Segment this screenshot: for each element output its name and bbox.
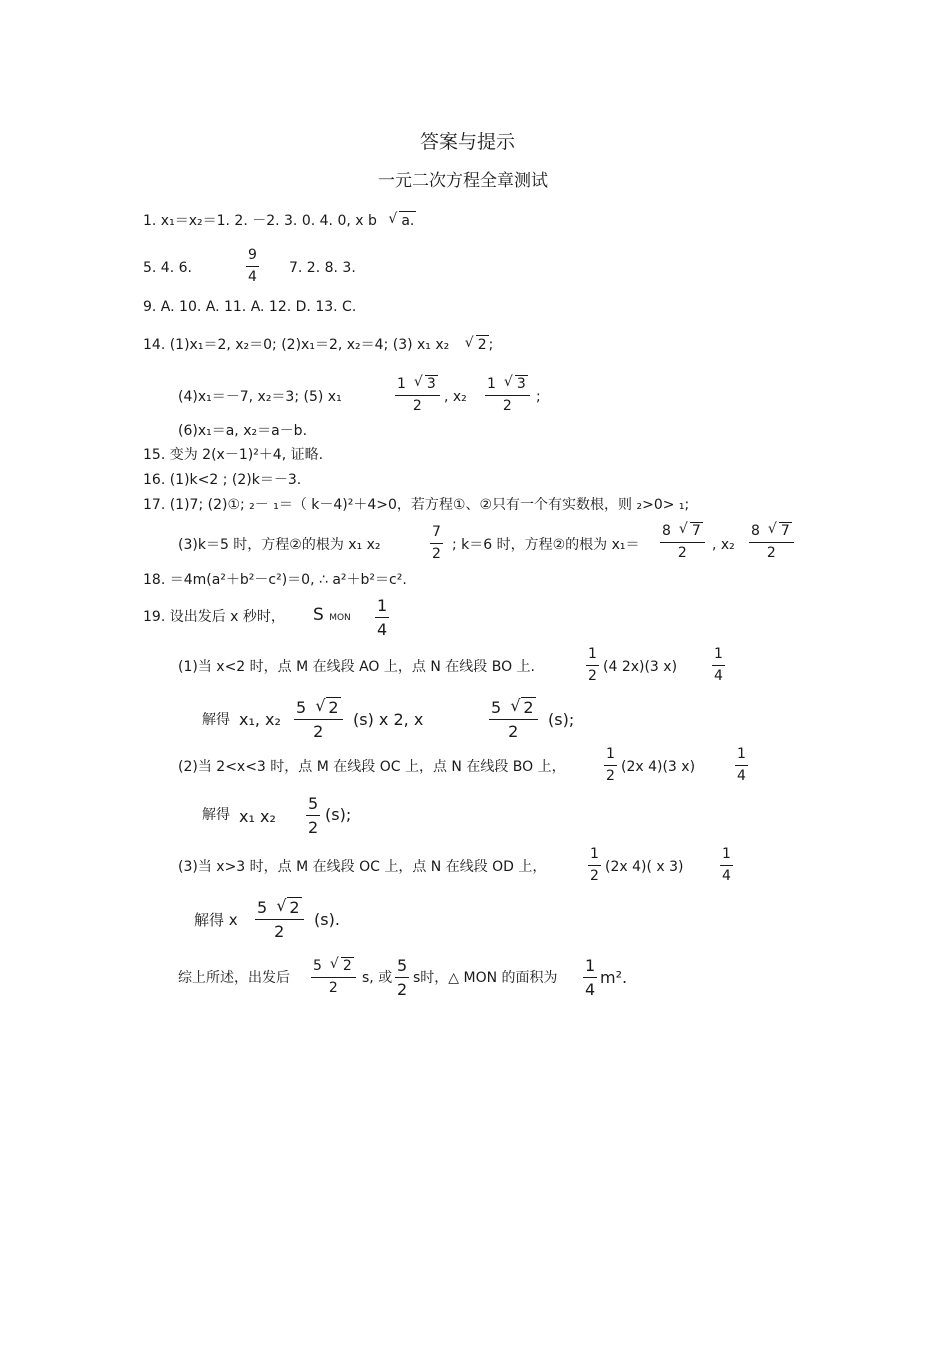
fraction-5-2-b: 5 2 <box>397 956 408 999</box>
area-symbol: S MON <box>313 605 351 625</box>
fraction-half-2: 1 2 <box>606 746 615 784</box>
answer-19-1-c: (s) x 2, x <box>353 710 424 729</box>
answer-19-2-vars: x₁ x₂ <box>239 807 276 826</box>
answer-14-4: (4)x₁＝－7, x₂＝3; (5) x₁ <box>178 389 342 405</box>
answer-19-3-c: (s). <box>314 910 340 929</box>
answer-19-2-c: (s); <box>325 805 352 824</box>
fraction-8-sqrt7-a: 8 √ 7 2 <box>660 522 705 562</box>
fraction-quarter-2: 1 4 <box>737 746 746 784</box>
answer-line-2a: 5. 4. 6. <box>143 260 192 276</box>
fraction-5-2-a: 5 2 <box>308 794 319 837</box>
fraction-1-4-b: 1 4 <box>585 956 596 999</box>
summary: 综上所述，出发后 <box>178 970 290 986</box>
page-title: 答案与提示 <box>420 131 516 153</box>
answer-line-1: 1. x₁＝x₂＝1. 2. －2. 3. 0. 4. 0, x b √ a. <box>143 211 416 230</box>
answer-19-2b: (2x 4)(3 x) <box>621 759 696 775</box>
answer-14-6: (6)x₁＝a, x₂＝a－b. <box>178 423 308 439</box>
answer-18: 18. ＝4m(a²＋b²－c²)＝0, ∴ a²＋b²＝c². <box>143 572 407 588</box>
summary-d: m². <box>600 968 628 987</box>
answer-14: 14. (1)x₁＝2, x₂＝0; (2)x₁＝2, x₂＝4; (3) x₁ x₂ √ 2 ; <box>143 335 493 354</box>
answer-17-3c: , x₂ <box>712 537 735 553</box>
answer-17: 17. (1)7; (2)①; ₂－ ₁＝（ k－4)²＋4>0，若方程①、②只有一个有实数根，则 ₂>0> ₁; <box>143 497 690 513</box>
fraction-quarter-3: 1 4 <box>722 846 731 884</box>
answer-line-2b: 7. 2. 8. 3. <box>289 260 356 276</box>
answer-19: 19. 设出发后 x 秒时， <box>143 609 285 625</box>
answer-19-2-solve: 解得 <box>202 807 230 823</box>
fraction-1-4-a: 1 4 <box>377 596 388 639</box>
answer-19-3: (3)当 x>3 时，点 M 在线段 OC 上，点 N 在线段 OD 上， <box>178 859 547 875</box>
sqrt-a: √ a. <box>399 211 416 230</box>
answer-17-3a: (3)k＝5 时，方程②的根为 x₁ x₂ <box>178 537 381 553</box>
answer-19-2: (2)当 2<x<3 时，点 M 在线段 OC 上，点 N 在线段 BO 上， <box>178 759 566 775</box>
answer-16: 16. (1)k<2 ; (2)k＝－3. <box>143 472 302 488</box>
fraction-8-sqrt7-b: 8 √ 7 2 <box>749 522 794 562</box>
answer-19-3-solve: 解得 x <box>194 911 238 929</box>
fraction-5-sqrt2-c: 5 √ 2 2 <box>255 897 304 941</box>
answer-14-4c: ; <box>536 389 541 405</box>
sqrt-2: √ 2 <box>476 335 489 354</box>
fraction-half-1: 1 2 <box>588 646 597 684</box>
summary-b: s, 或 <box>362 970 393 986</box>
fraction-half-3: 1 2 <box>590 846 599 884</box>
page-subtitle: 一元二次方程全章测试 <box>378 171 548 191</box>
fraction-5-sqrt2-a: 5 √ 2 2 <box>294 697 343 741</box>
answer-line-3: 9. A. 10. A. 11. A. 12. D. 13. C. <box>143 299 357 315</box>
answer-19-1-solve: 解得 <box>202 712 230 728</box>
answer-15: 15. 变为 2(x－1)²＋4, 证略. <box>143 447 324 463</box>
fraction-quarter-1: 1 4 <box>714 646 723 684</box>
fraction-1-sqrt3-a: 1 √ 3 2 <box>395 375 440 415</box>
answer-19-1-d: (s); <box>548 710 575 729</box>
answer-19-1-vars: x₁, x₂ <box>239 710 281 729</box>
fraction-9-4: 9 4 <box>248 247 257 285</box>
fraction-5-sqrt2-b: 5 √ 2 2 <box>489 697 538 741</box>
answer-19-1: (1)当 x<2 时，点 M 在线段 AO 上，点 N 在线段 BO 上. <box>178 659 535 675</box>
summary-c: s时，△ MON 的面积为 <box>413 970 558 986</box>
fraction-7-2: 7 2 <box>432 524 441 562</box>
answer-19-3b: (2x 4)( x 3) <box>605 859 684 875</box>
answer-19-1b: (4 2x)(3 x) <box>603 659 678 675</box>
fraction-1-sqrt3-b: 1 √ 3 2 <box>485 375 530 415</box>
answer-17-3b: ; k＝6 时，方程②的根为 x₁＝ <box>452 537 640 553</box>
fraction-5-sqrt2-d: 5 √ 2 2 <box>311 957 356 997</box>
answer-14-4b: , x₂ <box>444 389 467 405</box>
